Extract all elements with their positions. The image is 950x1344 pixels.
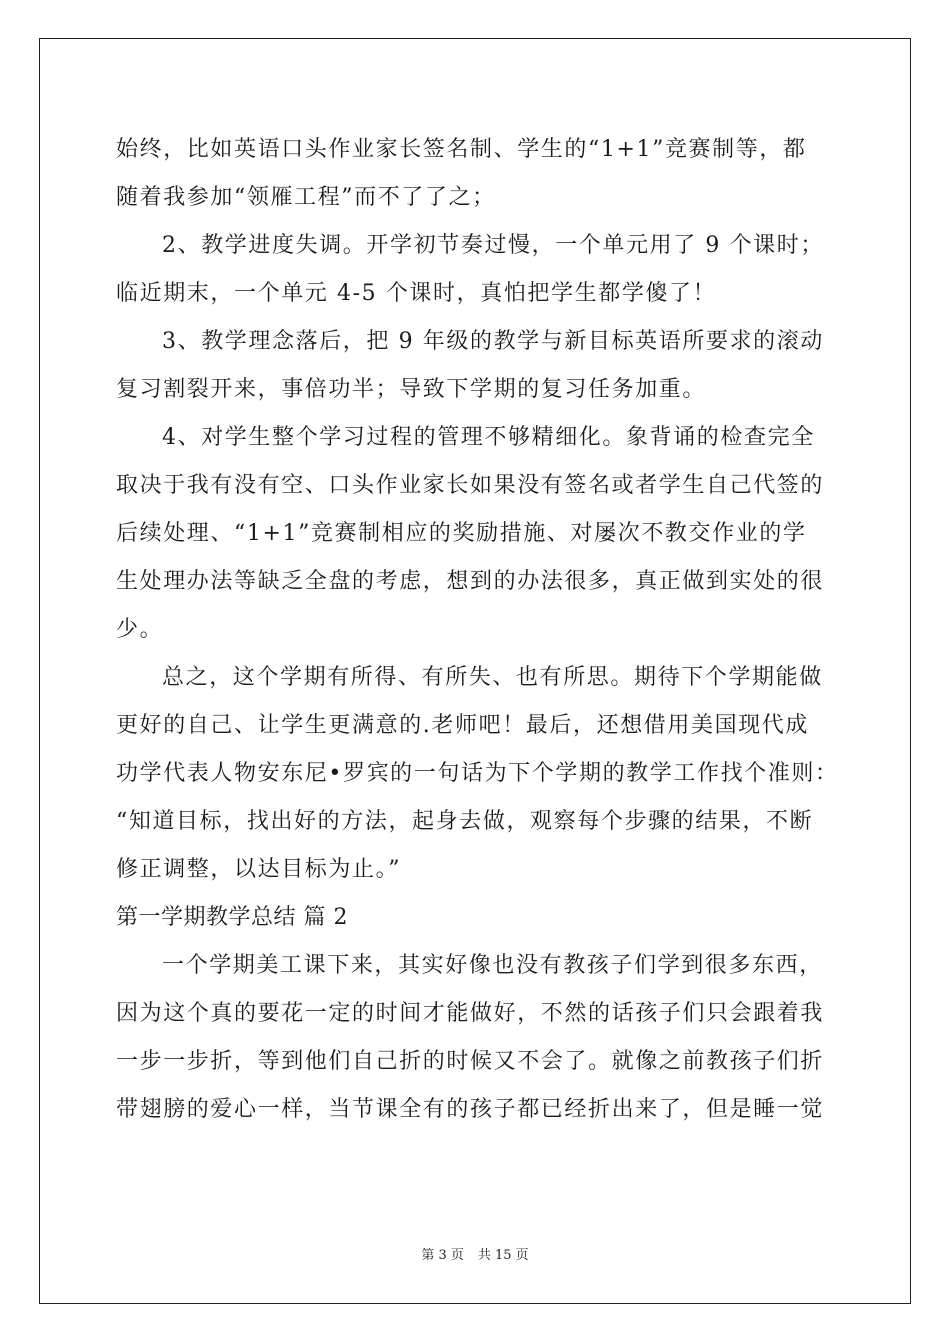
page-number: 第 3 页 [421, 1248, 464, 1263]
text-line: 少。 [116, 617, 164, 642]
text-line: 取决于我有没有空、口头作业家长如果没有签名或者学生自己代签的 [116, 473, 825, 498]
text-line: 因为这个真的要花一定的时间才能做好，不然的话孩子们只会跟着我 [116, 1001, 825, 1026]
text-line: 2、教学进度失调。开学初节奏过慢，一个单元用了 9 个课时； [162, 233, 824, 258]
text-line: 一个学期美工课下来，其实好像也没有教孩子们学到很多东西， [162, 953, 823, 978]
text-line: 复习割裂开来，事倍功半；导致下学期的复习任务加重。 [116, 377, 707, 402]
text-line: 总之，这个学期有所得、有所失、也有所思。期待下个学期能做 [162, 665, 823, 690]
text-line: 4、对学生整个学习过程的管理不够精细化。象背诵的检查完全 [162, 425, 815, 450]
document-body [116, 126, 839, 1134]
page-total: 共 15 页 [477, 1248, 529, 1263]
text-line: 后续处理、“1+1”竞赛制相应的奖励措施、对屡次不教交作业的学 [116, 521, 807, 546]
text-line: 临近期末，一个单元 4-5 个课时，真怕把学生都学傻了！ [116, 281, 717, 306]
text-line: 更好的自己、让学生更满意的.老师吧！最后，还想借用美国现代成 [116, 713, 809, 738]
page-footer [0, 1244, 950, 1263]
text-line: 生处理办法等缺乏全盘的考虑，想到的办法很多，真正做到实处的很 [116, 569, 825, 594]
text-line: 随着我参加“领雁工程”而不了了之； [116, 185, 496, 210]
text-line: 功学代表人物安东尼•罗宾的一句话为下个学期的教学工作找个准则： [116, 761, 839, 786]
text-line: 一步一步折，等到他们自己折的时候又不会了。就像之前教孩子们折 [116, 1049, 825, 1074]
text-line: 3、教学理念落后，把 9 年级的教学与新目标英语所要求的滚动 [162, 329, 824, 354]
text-line: 始终，比如英语口头作业家长签名制、学生的“1+1”竞赛制等，都 [116, 137, 807, 162]
text-line: 带翅膀的爱心一样，当节课全有的孩子都已经折出来了，但是睡一觉 [116, 1097, 825, 1122]
text-line: “知道目标，找出好的方法，起身去做，观察每个步骤的结果，不断 [116, 809, 814, 834]
section-heading: 第一学期教学总结 篇 2 [116, 905, 348, 930]
text-line: 修正调整，以达目标为止。” [116, 857, 402, 882]
